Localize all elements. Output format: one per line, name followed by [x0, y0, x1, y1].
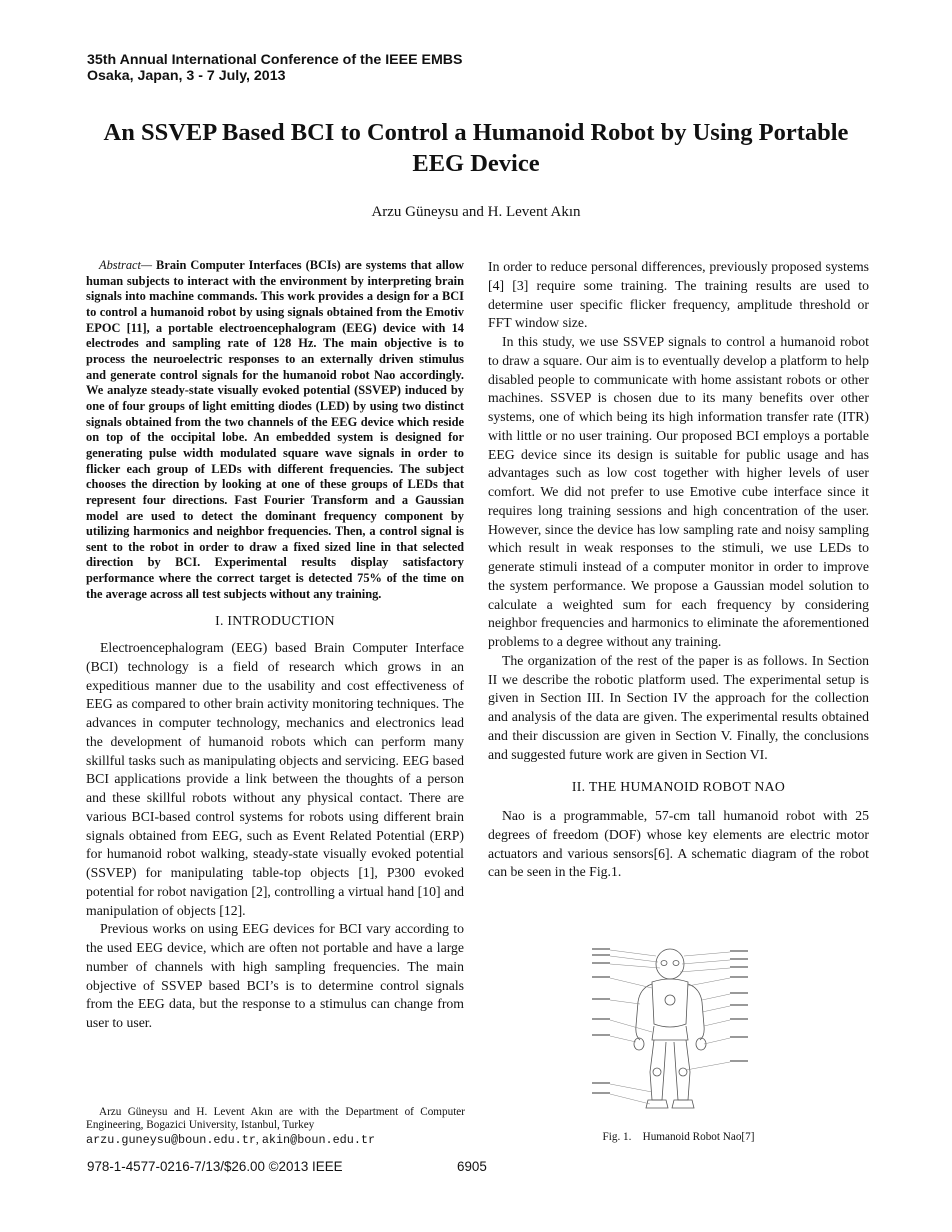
- paper-title: [60, 117, 892, 179]
- copyright-footer: 978-1-4577-0216-7/13/$26.00 ©2013 IEEE: [87, 1159, 343, 1174]
- title-line-1: An SSVEP Based BCI to Control a Humanoid Robot by Using Portable: [103, 119, 849, 146]
- footnote-emails: arzu.guneysu@boun.edu.tr, akin@boun.edu.tr: [86, 1131, 376, 1147]
- conference-location: Osaka, Japan, 3 - 7 July, 2013: [87, 68, 286, 84]
- intro-paragraph-5: The organization of the rest of the paper is as follows. In Section II we describe the robotic platform used. The experimental setup is given in Section III. In Section IV the approach for the collection and analysis of the data are given. The experimental results obtained and their discussion are given in Section V. Finally, the conclusions and suggested future work are given in Section VI.: [488, 652, 869, 762]
- abstract: [86, 258, 464, 602]
- intro-paragraph-2: Previous works on using EEG devices for BCI vary according to the used EEG device, which are often not portable and have a large number of channels with high sampling frequencies. The main objective of SSVEP based BCI’s is to determine control signals from the EEG data, but the response to a stimulus can change from user to user.: [86, 921, 464, 1031]
- email-link-1[interactable]: arzu.guneysu@boun.edu.tr: [86, 1132, 256, 1147]
- figure-nao-robot: [590, 942, 750, 1120]
- conference-header: [87, 52, 463, 84]
- section-heading-introduction: I. INTRODUCTION: [215, 613, 335, 629]
- abstract-label: Abstract—: [99, 258, 153, 272]
- title-line-2: EEG Device: [412, 150, 540, 177]
- authors: Arzu Güneysu and H. Levent Akın: [371, 204, 581, 220]
- abstract-text: Brain Computer Interfaces (BCIs) are systems that allow human subjects to interact with the environment by interpreting brain signals into machine commands. This work provides a design for a BCI to control a humanoid robot by using signals obtained from the Emotiv EPOC [11], a portable electroencephalogram (EEG) device with 14 electrodes and sampling rate of 128 Hz. The main objective is to process the neuroelectric responses to an externally driven stimulus and generate control signals for the humanoid robot Nao accordingly. We analyze steady-state visually evoked potential (SSVEP) induced by one of four groups of light emitting diodes (LED) by using two distinct signals obtained from the two channels of the EEG device which reside on top of the occipital lobe. An embedded system is designed for generating pulse width modulated square wave signals in order to flicker each group of LEDs with different frequencies. The subject chooses the direction by looking at one of these groups of LEDs that represent four directions. Fast Fourier Transform and a Gaussian model are used to detect the dominant frequency component by utilizing harmonics and neighbor frequencies. Then, a control signal is sent to the robot in order to draw a fixed sized line in that selected direction by BCI. Experimental results display satisfactory performance where the correct target is detected 75% of the time on the average across all test subjects without any training.: [86, 258, 464, 601]
- left-column: [86, 258, 464, 1033]
- right-column: [488, 258, 869, 882]
- intro-paragraph-3: In order to reduce personal differences, previously proposed systems [4] [3] require some training. The training results are used to determine user specific flicker frequency, amplitude threshold or FFT window size.: [488, 259, 869, 331]
- footnote-text: Arzu Güneysu and H. Levent Akın are with the Department of Computer Engineering, Bogazici University, Istanbul, Turkey: [86, 1106, 465, 1132]
- intro-paragraph-4: In this study, we use SSVEP signals to control a humanoid robot to draw a square. Our aim is to eventually develop a platform to help disabled people to communicate with home assistant robots or other machines. SSVEP is chosen due to its many benefits over other systems, one of which being its high information transfer rate (ITR) with little or no user training. Our proposed BCI employs a portable EEG device since its design is suitable for public usage and has advantages such as low cost together with higher levels of user comfort. We did not prefer to use Emotive cube interface since it requires long training sessions and high concentration of the user. However, since the device has low sampling rate and noisy sampling which result in weak responses to the stimuli, we use LEDs to generate stimuli instead of a computer monitor in order to improve the system performance. We propose a Gaussian model solution to calculate a weighted sum for each frequency by considering neighbor frequencies and harmonics to eliminate the aforementioned problems to a degree without any training.: [488, 334, 869, 649]
- email-link-2[interactable]: akin@boun.edu.tr: [261, 1132, 376, 1147]
- intro-paragraph-1: Electroencephalogram (EEG) based Brain Computer Interface (BCI) technology is a field of research which grows in an expeditious manner due to the usability and cost effectiveness of EEG as compared to other brain activity monitoring techniques. The advances in computer technology, mechanics and electronics lead the development of humanoid robots which can perform many skillful tasks such as manipulating objects and servicing. EEG based BCI applications provide a link between the thoughts of a person and these skillful robots without any physical contact. There are various BCI-based control systems for robots using different brain signals obtained from EEG, such as Event Related Potential (ERP) for humanoid robot walking, steady-state visually evoked potential (SSVEP) for manipulating table-top objects [1], P300 evoked potential for robot navigation [2], controlling a virtual hand [10] and manipulation of objects [12].: [86, 640, 464, 918]
- conference-name: 35th Annual International Conference of the IEEE EMBS: [87, 52, 463, 68]
- figure-caption: Fig. 1. Humanoid Robot Nao[7]: [602, 1131, 755, 1143]
- page-number: 6905: [457, 1159, 487, 1174]
- nao-paragraph-1: Nao is a programmable, 57-cm tall humanoid robot with 25 degrees of freedom (DOF) whose key elements are electric motor actuators and various sensors[6]. A schematic diagram of the robot can be seen in the Fig.1.: [488, 808, 869, 880]
- section-heading-nao: II. THE HUMANOID ROBOT NAO: [571, 779, 786, 795]
- author-footnote: [86, 1106, 465, 1147]
- nao-robot-diagram: [590, 942, 750, 1120]
